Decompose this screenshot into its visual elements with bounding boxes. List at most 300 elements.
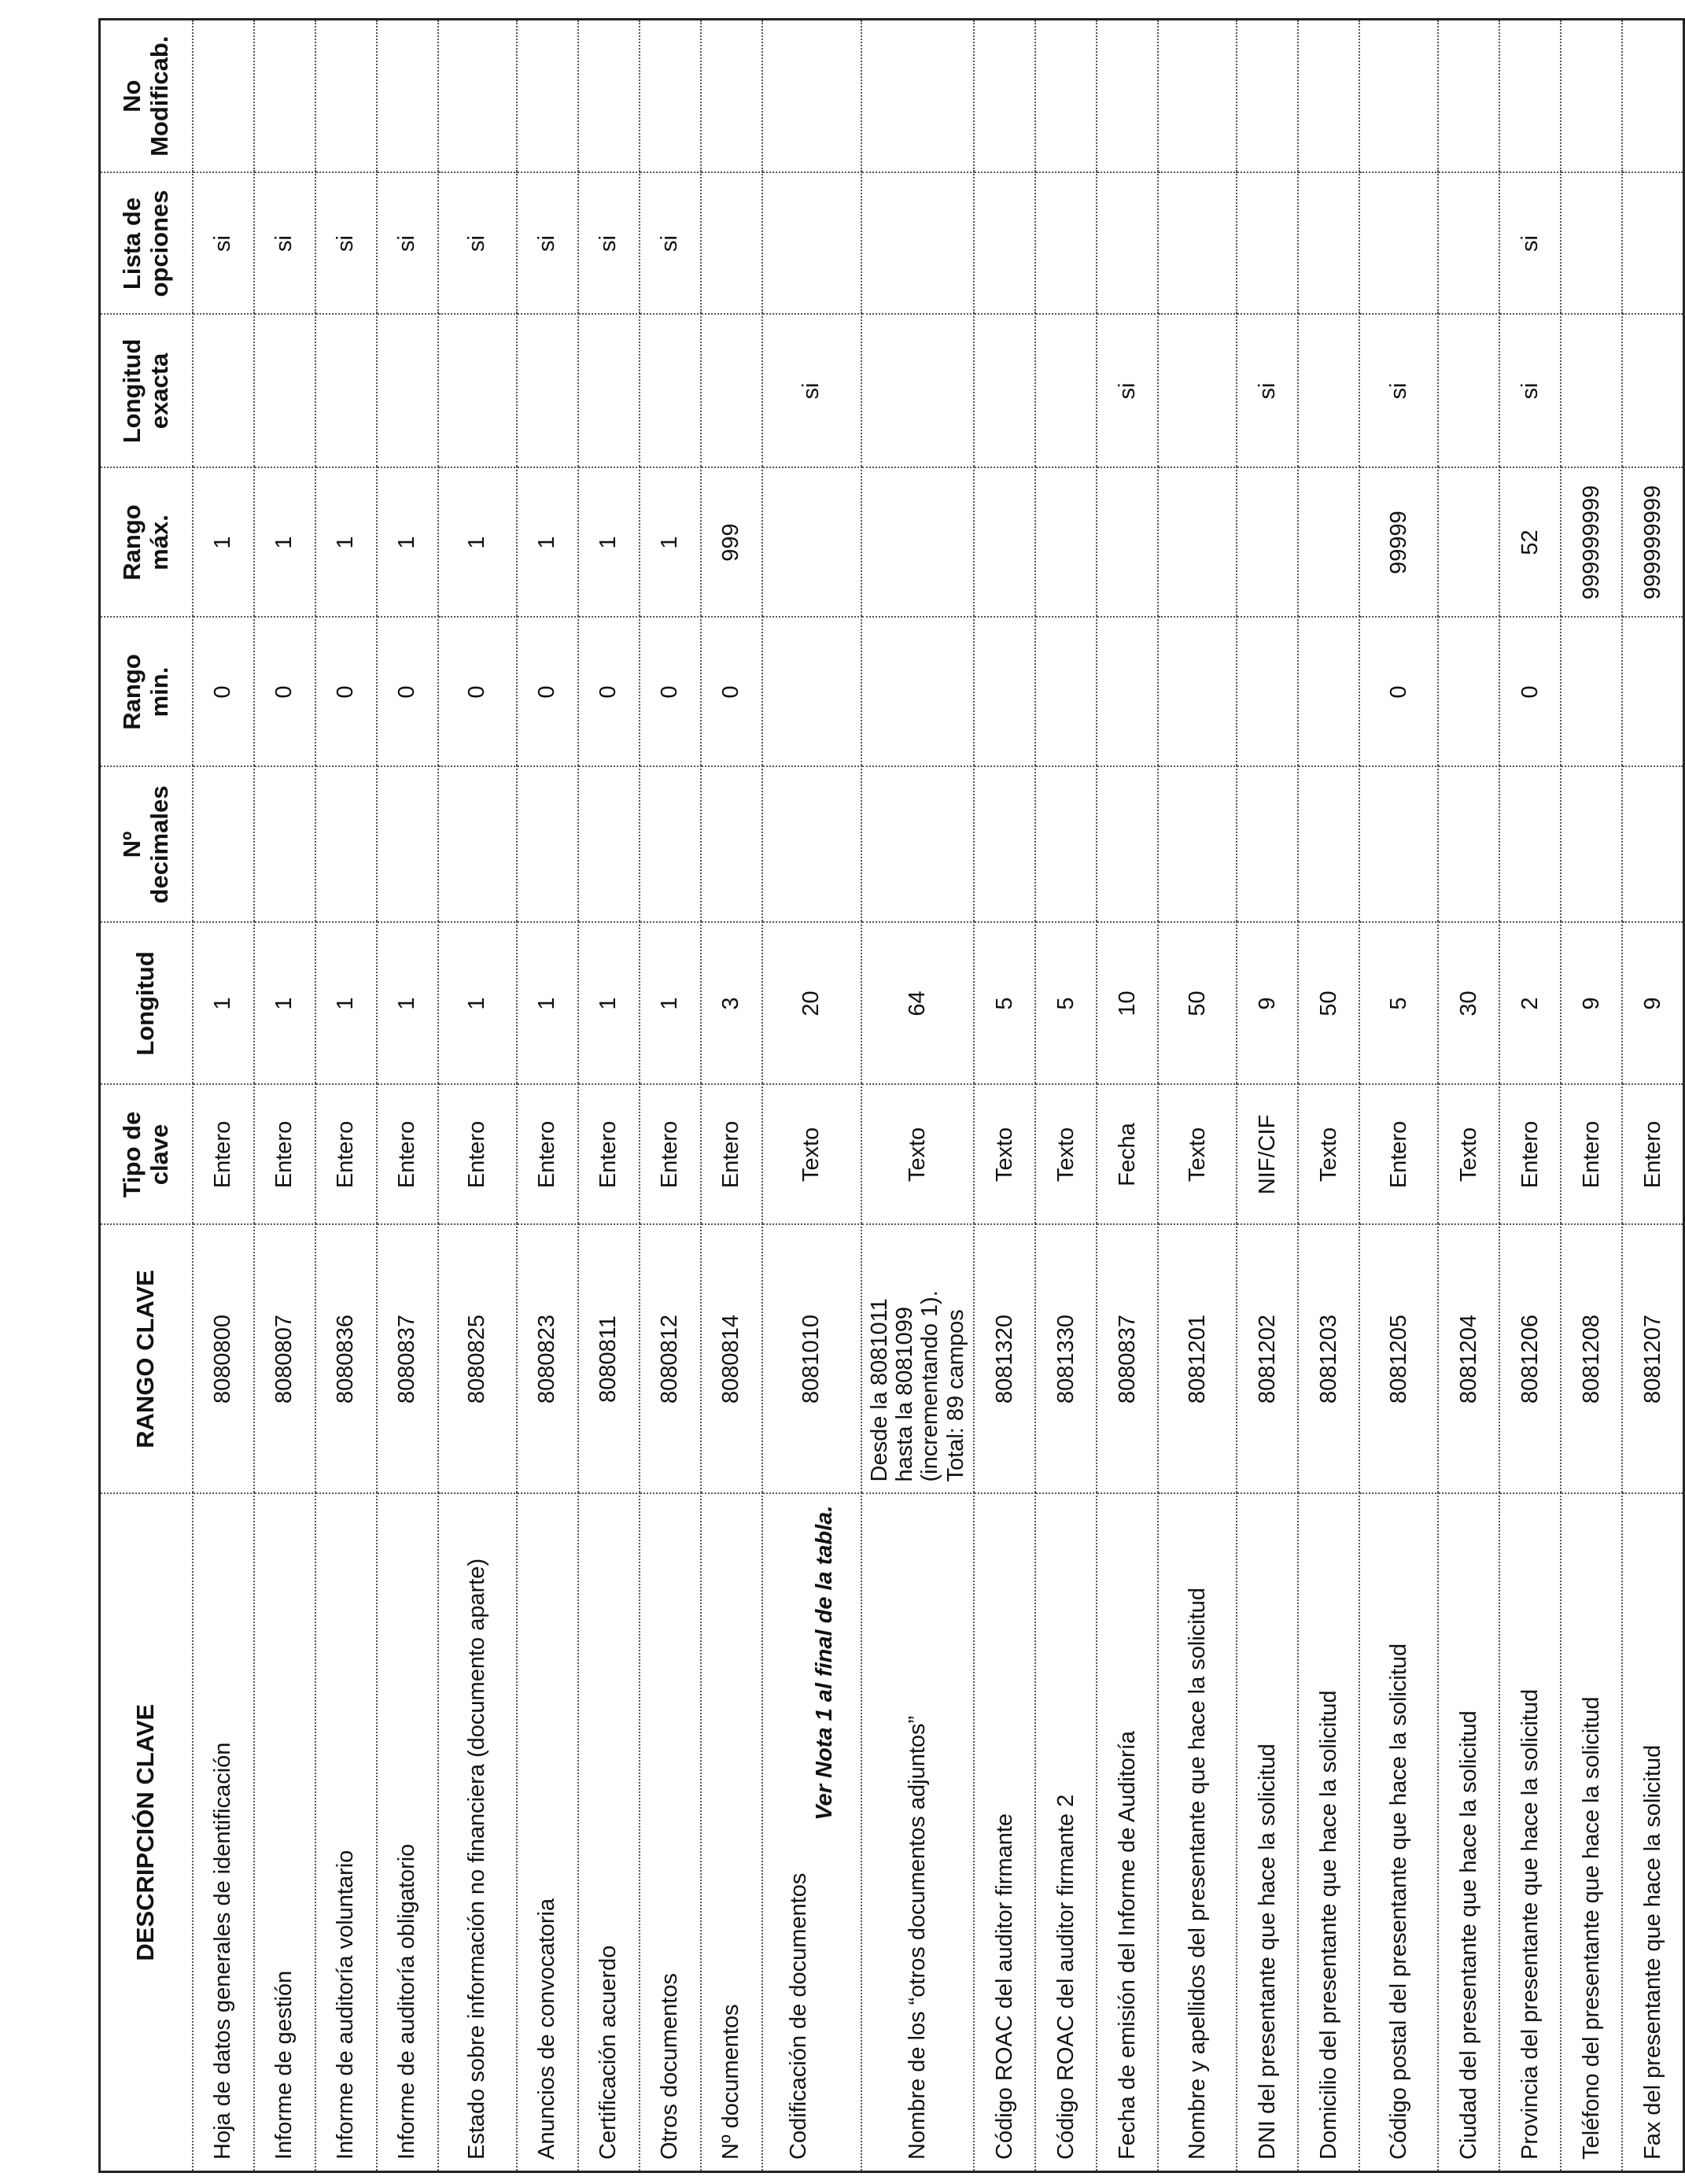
row-rango-clave-text: 8081330 xyxy=(1053,1315,1079,1404)
row-no-modificab xyxy=(1359,20,1438,173)
row-tipo-text: Entero xyxy=(394,1120,420,1189)
row-descripcion xyxy=(1237,1494,1298,2172)
row-decimales xyxy=(1622,767,1683,923)
row-rango-clave-text: 8080837 xyxy=(1115,1315,1141,1404)
row-no-modificab xyxy=(578,20,640,173)
row-lista-opciones xyxy=(193,173,254,315)
row-descripcion xyxy=(1499,1494,1561,2172)
row-descripcion xyxy=(377,1494,438,2172)
row-descripcion-text: Informe de auditoría obligatorio xyxy=(394,1843,420,2160)
row-lista-opciones-text: si xyxy=(464,235,490,252)
row-rango-max-text: 99999 xyxy=(1386,511,1412,574)
row-tipo-text: Texto xyxy=(992,1127,1018,1182)
row-rango-min-text: 0 xyxy=(657,685,683,699)
row-rango-max xyxy=(1097,468,1158,618)
row-rango-max xyxy=(193,468,254,618)
row-descripcion-text: Nombre de los “otros documentos adjuntos” xyxy=(905,1715,931,2160)
row-tipo-text: Entero xyxy=(210,1120,236,1189)
row-rango-min xyxy=(578,618,640,767)
row-longitud xyxy=(315,923,377,1085)
table-row xyxy=(762,20,861,2172)
row-tipo-text: Texto xyxy=(1316,1127,1342,1182)
row-longitud xyxy=(701,923,762,1085)
row-rango-clave xyxy=(1035,1225,1097,1494)
row-descripcion xyxy=(701,1494,762,2172)
row-longitud-exacta xyxy=(1237,315,1298,468)
header-decimales: Nº decimales xyxy=(100,767,193,923)
row-tipo xyxy=(193,1085,254,1225)
row-descripcion xyxy=(254,1494,315,2172)
table-row xyxy=(517,20,578,2172)
row-longitud-exacta xyxy=(974,315,1035,468)
row-rango-max-text: 1 xyxy=(534,536,560,549)
row-descripcion xyxy=(640,1494,701,2172)
row-rango-clave xyxy=(640,1225,701,1494)
row-rango-min xyxy=(861,618,975,767)
row-no-modificab xyxy=(1298,20,1359,173)
row-lista-opciones xyxy=(1622,173,1683,315)
row-descripcion xyxy=(861,1494,975,2172)
row-rango-clave-text: 8081203 xyxy=(1316,1315,1342,1404)
row-longitud xyxy=(254,923,315,1085)
row-lista-opciones xyxy=(974,173,1035,315)
row-decimales xyxy=(861,767,975,923)
row-tipo-text: Entero xyxy=(1639,1120,1665,1189)
row-descripcion xyxy=(1298,1494,1359,2172)
table-row xyxy=(1499,20,1561,2172)
row-longitud xyxy=(1237,923,1298,1085)
row-tipo xyxy=(861,1085,975,1225)
row-rango-max-text: 1 xyxy=(657,536,683,549)
row-longitud xyxy=(974,923,1035,1085)
row-rango-min xyxy=(1561,618,1622,767)
row-no-modificab xyxy=(193,20,254,173)
row-rango-min xyxy=(438,618,517,767)
table-row xyxy=(861,20,975,2172)
rotated-table-wrapper xyxy=(98,20,1665,2173)
row-rango-clave-text: 8081206 xyxy=(1517,1315,1543,1404)
row-rango-clave xyxy=(762,1225,861,1494)
row-rango-clave xyxy=(1499,1225,1561,1494)
row-rango-clave xyxy=(861,1225,975,1494)
row-longitud-text: 1 xyxy=(464,997,490,1010)
row-tipo xyxy=(377,1085,438,1225)
row-decimales xyxy=(1298,767,1359,923)
row-rango-min xyxy=(193,618,254,767)
row-tipo-text: Texto xyxy=(1185,1127,1211,1182)
row-rango-clave xyxy=(1359,1225,1438,1494)
row-longitud-text: 1 xyxy=(394,997,420,1010)
row-rango-clave xyxy=(193,1225,254,1494)
row-descripcion xyxy=(517,1494,578,2172)
row-longitud xyxy=(1158,923,1237,1085)
row-descripcion-text: Código ROAC del auditor firmante 2 xyxy=(1053,1794,1079,2160)
row-longitud xyxy=(438,923,517,1085)
row-rango-max xyxy=(861,468,975,618)
row-longitud-exacta-text: si xyxy=(1517,382,1543,400)
row-tipo-text: Entero xyxy=(271,1120,297,1189)
row-longitud-exacta xyxy=(1097,315,1158,468)
row-rango-max xyxy=(1237,468,1298,618)
row-tipo-text: Texto xyxy=(1456,1127,1482,1182)
row-rango-clave xyxy=(377,1225,438,1494)
row-longitud xyxy=(578,923,640,1085)
row-rango-min xyxy=(517,618,578,767)
row-rango-clave xyxy=(974,1225,1035,1494)
row-rango-min xyxy=(1499,618,1561,767)
row-rango-max xyxy=(1298,468,1359,618)
row-longitud-text: 50 xyxy=(1185,991,1211,1016)
row-rango-clave xyxy=(701,1225,762,1494)
row-lista-opciones xyxy=(1097,173,1158,315)
row-rango-clave xyxy=(1438,1225,1499,1494)
row-rango-clave-text: 8081205 xyxy=(1386,1315,1412,1404)
row-rango-max xyxy=(1359,468,1438,618)
row-rango-clave-text: 8080823 xyxy=(534,1315,560,1404)
row-decimales xyxy=(640,767,701,923)
row-rango-min-text: 0 xyxy=(271,685,297,699)
row-decimales xyxy=(438,767,517,923)
row-decimales xyxy=(315,767,377,923)
row-rango-min xyxy=(1035,618,1097,767)
row-rango-clave-text: 8080811 xyxy=(595,1315,621,1403)
row-descripcion-text: Código postal del presentante que hace la solicitud xyxy=(1386,1643,1412,2160)
table-row xyxy=(974,20,1035,2172)
row-rango-max-text: 999 xyxy=(718,523,744,562)
table-row xyxy=(315,20,377,2172)
row-descripcion-text: Provincia del presentante que hace la solicitud xyxy=(1517,1688,1543,2160)
row-decimales xyxy=(254,767,315,923)
row-descripcion-text: Codificación de documentos xyxy=(786,1872,812,2160)
row-longitud-exacta-text: si xyxy=(1255,382,1281,400)
row-no-modificab xyxy=(640,20,701,173)
row-tipo xyxy=(1237,1085,1298,1225)
row-longitud-exacta xyxy=(1499,315,1561,468)
row-descripcion xyxy=(578,1494,640,2172)
header-row xyxy=(100,20,193,2172)
row-longitud-exacta xyxy=(1622,315,1683,468)
row-rango-min xyxy=(315,618,377,767)
header-longitud: Longitud xyxy=(100,923,193,1085)
row-descripcion xyxy=(1622,1494,1683,2172)
row-rango-clave xyxy=(438,1225,517,1494)
row-longitud-text: 5 xyxy=(992,997,1018,1010)
row-no-modificab xyxy=(438,20,517,173)
row-longitud-exacta xyxy=(640,315,701,468)
row-lista-opciones xyxy=(1035,173,1097,315)
row-rango-min-text: 0 xyxy=(333,685,359,699)
row-tipo xyxy=(974,1085,1035,1225)
row-rango-clave-text: 8080814 xyxy=(718,1315,744,1404)
row-no-modificab xyxy=(861,20,975,173)
row-rango-max xyxy=(1158,468,1237,618)
row-longitud-exacta-text: si xyxy=(1386,382,1412,400)
row-lista-opciones xyxy=(254,173,315,315)
table-row xyxy=(254,20,315,2172)
row-tipo xyxy=(701,1085,762,1225)
row-no-modificab xyxy=(1622,20,1683,173)
row-descripcion-text: DNI del presentante que hace la solicitud xyxy=(1255,1743,1281,2160)
row-rango-min xyxy=(1438,618,1499,767)
row-rango-min-text: 0 xyxy=(1386,685,1412,699)
row-longitud-text: 3 xyxy=(718,997,744,1010)
row-tipo xyxy=(1035,1085,1097,1225)
row-rango-max-text: 1 xyxy=(271,536,297,549)
row-longitud-text: 1 xyxy=(333,997,359,1010)
row-descripcion xyxy=(762,1494,861,2172)
row-rango-min-text: 0 xyxy=(595,685,621,699)
clave-table xyxy=(98,18,1685,2173)
row-lista-opciones-text: si xyxy=(210,235,236,252)
row-lista-opciones xyxy=(1561,173,1622,315)
row-tipo-text: NIF/CIF xyxy=(1255,1114,1281,1195)
header-descripcion: DESCRIPCIÓN CLAVE xyxy=(100,1494,193,2172)
header-rango-clave: RANGO CLAVE xyxy=(100,1225,193,1494)
row-rango-clave-text: 8080807 xyxy=(271,1315,297,1404)
row-longitud-exacta xyxy=(861,315,975,468)
row-longitud xyxy=(762,923,861,1085)
row-descripcion-text: Código ROAC del auditor firmante xyxy=(992,1813,1018,2160)
row-rango-clave xyxy=(1561,1225,1622,1494)
row-rango-min xyxy=(701,618,762,767)
row-tipo-text: Entero xyxy=(657,1120,683,1189)
row-rango-min xyxy=(377,618,438,767)
row-longitud-text: 1 xyxy=(271,997,297,1010)
row-longitud-exacta xyxy=(578,315,640,468)
row-rango-clave xyxy=(1237,1225,1298,1494)
row-descripcion xyxy=(1438,1494,1499,2172)
header-rango-max: Rango máx. xyxy=(100,468,193,618)
row-rango-min xyxy=(1622,618,1683,767)
row-descripcion xyxy=(1359,1494,1438,2172)
row-lista-opciones xyxy=(1158,173,1237,315)
row-lista-opciones-text: si xyxy=(657,235,683,252)
row-descripcion xyxy=(1561,1494,1622,2172)
row-longitud xyxy=(1499,923,1561,1085)
row-descripcion-text: Ciudad del presentante que hace la solicitud xyxy=(1456,1710,1482,2160)
row-tipo xyxy=(1158,1085,1237,1225)
row-longitud-exacta xyxy=(377,315,438,468)
row-rango-max xyxy=(377,468,438,618)
row-rango-clave xyxy=(1097,1225,1158,1494)
row-longitud-text: 9 xyxy=(1255,997,1281,1010)
row-tipo xyxy=(438,1085,517,1225)
row-rango-clave-text: 8080825 xyxy=(464,1315,490,1404)
row-tipo-text: Entero xyxy=(534,1120,560,1189)
row-rango-clave-text: Desde la 8081011 hasta la 8081099 (incrementando 1). Total: 89 campos xyxy=(866,1290,968,1482)
row-lista-opciones-text: si xyxy=(1517,235,1543,252)
row-rango-clave xyxy=(1622,1225,1683,1494)
row-longitud-text: 1 xyxy=(657,997,683,1010)
row-tipo-text: Entero xyxy=(1517,1120,1543,1189)
row-longitud-text: 1 xyxy=(534,997,560,1010)
row-lista-opciones xyxy=(377,173,438,315)
row-rango-min xyxy=(1158,618,1237,767)
row-longitud-text: 30 xyxy=(1456,991,1482,1016)
row-decimales xyxy=(1158,767,1237,923)
row-decimales xyxy=(193,767,254,923)
row-decimales xyxy=(1237,767,1298,923)
row-no-modificab xyxy=(1035,20,1097,173)
row-rango-max xyxy=(1035,468,1097,618)
row-rango-max xyxy=(640,468,701,618)
row-descripcion xyxy=(438,1494,517,2172)
row-longitud-text: 1 xyxy=(210,997,236,1010)
row-decimales xyxy=(517,767,578,923)
row-tipo xyxy=(1438,1085,1499,1225)
row-lista-opciones-text: si xyxy=(333,235,359,252)
table-row xyxy=(1622,20,1683,2172)
header-longitud-exacta: Longitud exacta xyxy=(100,315,193,468)
row-longitud-exacta xyxy=(1359,315,1438,468)
row-rango-clave xyxy=(254,1225,315,1494)
row-tipo-text: Entero xyxy=(1579,1120,1605,1189)
row-rango-max xyxy=(1622,468,1683,618)
table-row xyxy=(1158,20,1237,2172)
row-decimales xyxy=(377,767,438,923)
row-descripcion-text: Domicilio del presentante que hace la solicitud xyxy=(1316,1690,1342,2160)
row-no-modificab xyxy=(762,20,861,173)
row-rango-min-text: 0 xyxy=(718,685,744,699)
row-longitud-exacta xyxy=(701,315,762,468)
row-longitud xyxy=(1622,923,1683,1085)
table-row xyxy=(1298,20,1359,2172)
row-lista-opciones-text: si xyxy=(271,235,297,252)
row-tipo-text: Entero xyxy=(1386,1120,1412,1189)
row-descripcion-text: Estado sobre información no financiera (documento aparte) xyxy=(464,1558,490,2160)
row-rango-clave-text: 8081202 xyxy=(1255,1315,1281,1404)
row-tipo xyxy=(315,1085,377,1225)
table-row xyxy=(1237,20,1298,2172)
table-row xyxy=(1438,20,1499,2172)
row-lista-opciones xyxy=(1438,173,1499,315)
row-rango-max xyxy=(254,468,315,618)
row-decimales xyxy=(701,767,762,923)
row-descripcion-text: Anuncios de convocatoria xyxy=(534,1898,560,2160)
row-longitud xyxy=(517,923,578,1085)
row-no-modificab xyxy=(315,20,377,173)
row-descripcion-text: Fecha de emisión del Informe de Auditoría xyxy=(1115,1731,1141,2160)
row-longitud-text: 9 xyxy=(1639,997,1665,1010)
row-longitud-exacta xyxy=(1298,315,1359,468)
row-descripcion-text: Nº documentos xyxy=(718,2004,744,2160)
table-row xyxy=(1035,20,1097,2172)
row-lista-opciones xyxy=(438,173,517,315)
row-decimales xyxy=(578,767,640,923)
header-tipo: Tipo de clave xyxy=(100,1085,193,1225)
row-longitud-exacta xyxy=(1158,315,1237,468)
row-longitud xyxy=(1561,923,1622,1085)
row-tipo xyxy=(1561,1085,1622,1225)
row-tipo-text: Entero xyxy=(464,1120,490,1189)
row-descripcion xyxy=(315,1494,377,2172)
row-longitud xyxy=(1298,923,1359,1085)
row-lista-opciones-text: si xyxy=(595,235,621,252)
table-row xyxy=(193,20,254,2172)
row-lista-opciones-text: si xyxy=(394,235,420,252)
row-rango-max xyxy=(578,468,640,618)
row-no-modificab xyxy=(1097,20,1158,173)
row-no-modificab xyxy=(701,20,762,173)
row-descripcion xyxy=(1035,1494,1097,2172)
row-descripcion-text: Informe de auditoría voluntario xyxy=(333,1850,359,2160)
row-longitud-exacta xyxy=(1035,315,1097,468)
row-rango-max-text: 999999999 xyxy=(1579,485,1605,600)
row-longitud-text: 64 xyxy=(905,991,931,1016)
table-row xyxy=(1359,20,1438,2172)
row-rango-clave-text: 8081207 xyxy=(1639,1315,1665,1404)
row-rango-min xyxy=(1097,618,1158,767)
row-no-modificab xyxy=(1158,20,1237,173)
row-rango-max-text: 1 xyxy=(333,536,359,549)
row-tipo-text: Entero xyxy=(595,1120,621,1189)
row-tipo-text: Texto xyxy=(905,1127,931,1182)
row-lista-opciones xyxy=(762,173,861,315)
row-longitud-text: 1 xyxy=(595,997,621,1010)
row-descripcion-text: Hoja de datos generales de identificación xyxy=(210,1742,236,2160)
row-decimales xyxy=(1561,767,1622,923)
row-longitud-exacta xyxy=(254,315,315,468)
row-lista-opciones xyxy=(701,173,762,315)
row-descripcion xyxy=(193,1494,254,2172)
row-rango-clave xyxy=(315,1225,377,1494)
row-no-modificab xyxy=(974,20,1035,173)
row-rango-min-text: 0 xyxy=(534,685,560,699)
row-tipo xyxy=(578,1085,640,1225)
row-longitud-text: 5 xyxy=(1386,997,1412,1010)
row-rango-min-text: 0 xyxy=(394,685,420,699)
table-note: Ver Nota 1 al final de la tabla. xyxy=(811,1505,837,1821)
row-longitud-exacta xyxy=(1561,315,1622,468)
row-longitud-exacta-text: si xyxy=(1115,382,1141,400)
row-rango-max xyxy=(701,468,762,618)
row-rango-min xyxy=(1359,618,1438,767)
row-lista-opciones xyxy=(315,173,377,315)
row-descripcion-text: Informe de gestión xyxy=(271,1970,297,2160)
row-longitud-text: 5 xyxy=(1053,997,1079,1010)
row-descripcion xyxy=(1158,1494,1237,2172)
row-decimales xyxy=(762,767,861,923)
row-descripcion xyxy=(1097,1494,1158,2172)
row-no-modificab xyxy=(1561,20,1622,173)
row-rango-max xyxy=(1438,468,1499,618)
table-row xyxy=(1561,20,1622,2172)
row-no-modificab xyxy=(1499,20,1561,173)
row-rango-clave-text: 8081320 xyxy=(992,1315,1018,1404)
table-row xyxy=(438,20,517,2172)
row-rango-max xyxy=(315,468,377,618)
header-no-modificab: No Modificab. xyxy=(100,20,193,173)
row-rango-min xyxy=(762,618,861,767)
header-lista-opciones: Lista de opciones xyxy=(100,173,193,315)
row-rango-max-text: 52 xyxy=(1517,529,1543,555)
row-rango-min xyxy=(974,618,1035,767)
row-no-modificab xyxy=(1438,20,1499,173)
row-rango-clave xyxy=(578,1225,640,1494)
row-tipo xyxy=(1499,1085,1561,1225)
row-rango-min xyxy=(640,618,701,767)
table-row xyxy=(377,20,438,2172)
row-longitud-exacta xyxy=(438,315,517,468)
table-row xyxy=(701,20,762,2172)
row-rango-max xyxy=(1561,468,1622,618)
row-rango-clave-text: 8080837 xyxy=(394,1315,420,1404)
row-decimales xyxy=(1097,767,1158,923)
row-longitud-text: 10 xyxy=(1115,991,1141,1016)
row-rango-clave-text: 8081201 xyxy=(1185,1315,1211,1404)
row-no-modificab xyxy=(254,20,315,173)
row-tipo-text: Texto xyxy=(1053,1127,1079,1182)
